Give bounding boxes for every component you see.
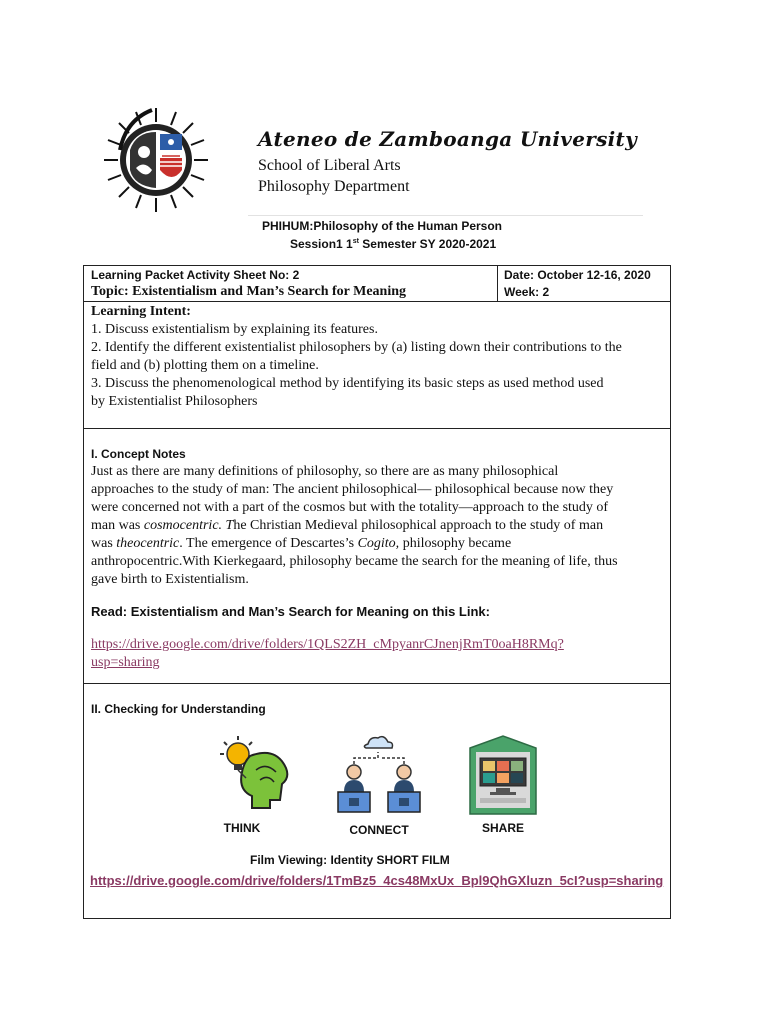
session-ordinal: st	[352, 238, 359, 245]
session-suffix: Semester SY 2020-2021	[358, 237, 497, 251]
row-divider	[84, 301, 670, 302]
university-name: Ateneo de Zamboanga University	[258, 127, 637, 151]
text-run: was	[91, 536, 117, 551]
concept-notes-heading: I. Concept Notes	[91, 447, 186, 461]
reading-link-line[interactable]: usp=sharing	[91, 655, 160, 670]
learning-intent-heading: Learning Intent:	[91, 304, 191, 319]
emphasis-run: theocentric	[116, 536, 180, 551]
think-head-icon	[216, 734, 296, 814]
course-title: PHIHUM:Philosophy of the Human Person	[262, 219, 503, 233]
learning-intent-item: field and (b) plotting them on a timeline.	[91, 358, 319, 373]
date-range: Date: October 12-16, 2020	[504, 268, 651, 282]
column-divider	[497, 266, 498, 301]
week-number: Week: 2	[504, 285, 550, 299]
sheet-number: Learning Packet Activity Sheet No: 2	[91, 268, 300, 282]
think-label: THINK	[223, 821, 261, 835]
film-link[interactable]: https://drive.google.com/drive/folders/1TmBz5_4cs48MxUx_Bpl9QhGXluzn_5cI?usp=sharing	[90, 873, 664, 888]
text-run: philosophy became	[399, 536, 512, 551]
concept-notes-line	[91, 517, 618, 535]
emphasis-run: Cogito,	[357, 536, 400, 551]
header-divider	[248, 215, 643, 216]
concept-notes-line: anthropocentric.With Kierkegaard, philosophy became the search for the meaning of life, thus	[91, 554, 618, 569]
document-header	[98, 105, 658, 215]
concept-notes-line: Just as there are many definitions of philosophy, so there are as many philosophical	[91, 464, 559, 479]
department-name: Philosophy Department	[258, 178, 410, 195]
learning-intent-section	[91, 303, 622, 411]
connect-people-icon	[334, 734, 424, 818]
concept-notes-line: approaches to the study of man: The ancient philosophical— philosophical because now they	[91, 482, 614, 497]
learning-intent-item: 2. Identify the different existentialist philosophers by (a) listing down their contributions to the	[91, 340, 622, 355]
row-divider	[84, 683, 670, 684]
reading-instruction: Read: Existentialism and Man’s Search for Meaning on this Link:	[91, 604, 490, 619]
share-label: SHARE	[481, 821, 524, 835]
row-divider	[84, 428, 670, 429]
film-viewing-label: Film Viewing: Identity SHORT FILM	[250, 853, 450, 867]
text-run: he Christian Medieval philosophical approach to the study of man	[233, 518, 604, 533]
university-seal-logo	[98, 105, 248, 215]
concept-notes-line: were concerned not with a part of the cosmos but with the totality—approach to the study of	[91, 500, 609, 515]
concept-notes-body	[91, 463, 618, 589]
text-run: . The emergence of Descartes’s	[179, 536, 358, 551]
concept-notes-line: gave birth to Existentialism.	[91, 572, 249, 587]
think-graphic	[216, 734, 296, 834]
concept-notes-line	[91, 535, 618, 553]
school-name: School of Liberal Arts	[258, 157, 401, 174]
reading-link-line[interactable]: https://drive.google.com/drive/folders/1QLS2ZH_cMpyanrCJnenjRmT0oaH8RMq?	[91, 637, 564, 652]
learning-intent-item: 1. Discuss existentialism by explaining its features.	[91, 322, 378, 337]
session-info	[290, 237, 496, 251]
activity-sheet-table	[83, 265, 671, 919]
learning-intent-item: by Existentialist Philosophers	[91, 394, 258, 409]
connect-graphic	[334, 734, 424, 837]
emphasis-run: cosmocentric. T	[143, 518, 234, 533]
session-prefix: Session1 1	[290, 237, 353, 251]
reading-link[interactable]	[91, 636, 564, 672]
share-graphic	[466, 734, 540, 834]
topic-title: Topic: Existentialism and Man’s Search for Meaning	[91, 284, 407, 299]
text-run: man was	[91, 518, 144, 533]
checking-heading: II. Checking for Understanding	[91, 702, 266, 716]
learning-intent-item: 3. Discuss the phenomenological method by identifying its basic steps as used method used	[91, 376, 604, 391]
share-screen-icon	[466, 734, 540, 816]
connect-label: CONNECT	[349, 823, 409, 837]
